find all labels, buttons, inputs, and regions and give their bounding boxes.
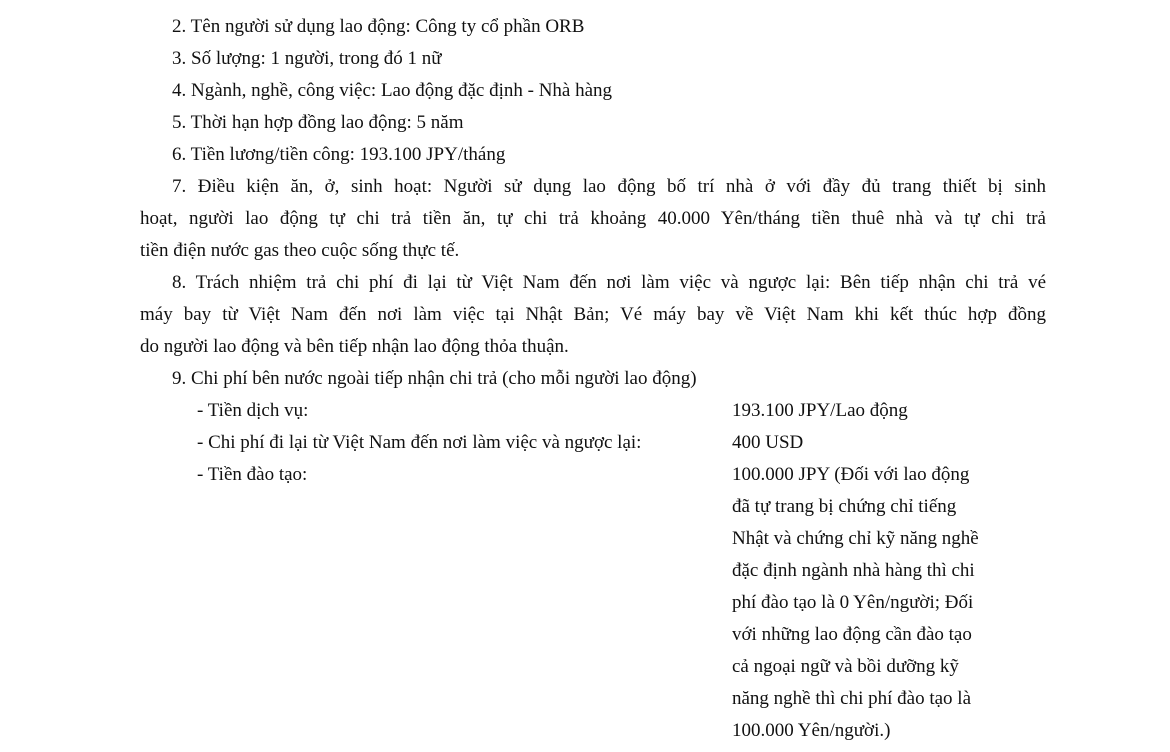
cost-label-training: - Tiền đào tạo: (197, 464, 308, 485)
cost-label-service: - Tiền dịch vụ: (197, 400, 309, 421)
item-8-line-1: 8. Trách nhiệm trả chi phí đi lại từ Việt Nam đến nơi làm việc và ngược lại: Bên tiếp nhận chi trả vé (172, 272, 1046, 293)
item-8-line-3: do người lao động và bên tiếp nhận lao động thỏa thuận. (140, 336, 569, 357)
item-7-line-3: tiền điện nước gas theo cuộc sống thực tế. (140, 240, 460, 261)
item-8-line-2: máy bay từ Việt Nam đến nơi làm việc tại Nhật Bản; Vé máy bay về Việt Nam khi kết thúc hợp đồng (140, 304, 1046, 325)
cost-value-training-line-9: 100.000 Yên/người.) (732, 720, 891, 741)
cost-value-training-line-1: 100.000 JPY (Đối với lao động (732, 464, 970, 485)
cost-value-training-line-7: cả ngoại ngữ và bồi dưỡng kỹ (732, 656, 959, 677)
clipped-top-line (140, 0, 339, 8)
cost-label-travel: - Chi phí đi lại từ Việt Nam đến nơi làm việc và ngược lại: (197, 432, 642, 453)
item-5: 5. Thời hạn hợp đồng lao động: 5 năm (172, 112, 464, 133)
item-9-heading: 9. Chi phí bên nước ngoài tiếp nhận chi trả (cho mỗi người lao động) (172, 368, 697, 389)
item-7-line-1: 7. Điều kiện ăn, ở, sinh hoạt: Người sử dụng lao động bố trí nhà ở với đầy đủ trang thiết bị sinh (172, 176, 1046, 197)
item-2: 2. Tên người sử dụng lao động: Công ty cổ phần ORB (172, 16, 585, 37)
item-7-line-2: hoạt, người lao động tự chi trả tiền ăn, tự chi trả khoảng 40.000 Yên/tháng tiền thuê nhà và tự chi trả (140, 208, 1046, 229)
cost-value-service: 193.100 JPY/Lao động (732, 400, 908, 421)
cost-value-travel: 400 USD (732, 432, 804, 453)
cost-value-training-line-8: năng nghề thì chi phí đào tạo là (732, 688, 972, 709)
cost-value-training-line-3: Nhật và chứng chỉ kỹ năng nghề (732, 528, 979, 549)
cost-value-training-line-4: đặc định ngành nhà hàng thì chi (732, 560, 975, 581)
item-4: 4. Ngành, nghề, công việc: Lao động đặc định - Nhà hàng (172, 80, 613, 101)
item-6: 6. Tiền lương/tiền công: 193.100 JPY/tháng (172, 144, 506, 165)
cost-value-training-line-5: phí đào tạo là 0 Yên/người; Đối (732, 592, 974, 613)
cost-value-training-line-2: đã tự trang bị chứng chỉ tiếng (732, 496, 957, 517)
item-3: 3. Số lượng: 1 người, trong đó 1 nữ (172, 48, 442, 69)
cost-value-training-line-6: với những lao động cần đào tạo (732, 624, 972, 645)
